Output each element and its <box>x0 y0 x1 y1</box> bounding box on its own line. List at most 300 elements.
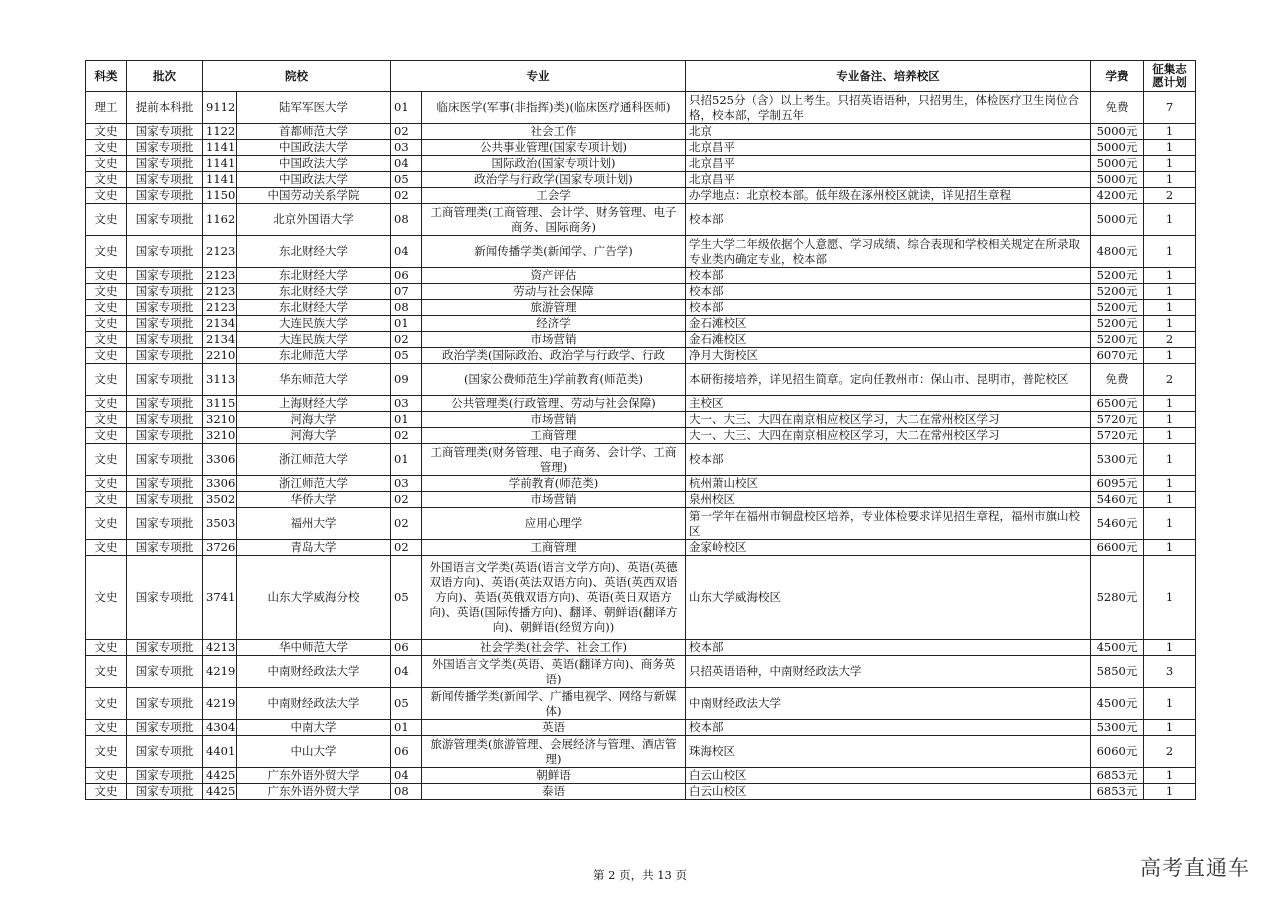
cell-major: 工会学 <box>422 188 686 204</box>
cell-kelei: 文史 <box>86 784 127 800</box>
cell-pici: 国家专项批 <box>127 396 203 412</box>
cell-major-code: 04 <box>391 156 422 172</box>
table-row <box>86 268 1196 284</box>
cell-note: 杭州萧山校区 <box>686 476 1091 492</box>
cell-major: 市场营销 <box>422 412 686 428</box>
table-row <box>86 428 1196 444</box>
cell-plan: 1 <box>1144 140 1196 156</box>
cell-fee: 5000元 <box>1091 204 1144 236</box>
cell-major: 旅游管理 <box>422 300 686 316</box>
cell-plan: 1 <box>1144 156 1196 172</box>
cell-fee: 6853元 <box>1091 768 1144 784</box>
admission-plan-table <box>85 60 1196 800</box>
cell-major-code: 04 <box>391 236 422 268</box>
cell-school-name: 中国劳动关系学院 <box>237 188 391 204</box>
cell-pici: 国家专项批 <box>127 412 203 428</box>
table-row <box>86 188 1196 204</box>
table-row <box>86 236 1196 268</box>
cell-major: 社会学类(社会学、社会工作) <box>422 640 686 656</box>
cell-major: 工商管理 <box>422 428 686 444</box>
cell-school-name: 华中师范大学 <box>237 640 391 656</box>
cell-kelei: 理工 <box>86 92 127 124</box>
cell-kelei: 文史 <box>86 124 127 140</box>
cell-fee: 5000元 <box>1091 172 1144 188</box>
cell-pici: 国家专项批 <box>127 492 203 508</box>
cell-fee: 5850元 <box>1091 656 1144 688</box>
cell-plan: 1 <box>1144 476 1196 492</box>
cell-note: 白云山校区 <box>686 784 1091 800</box>
cell-major-code: 04 <box>391 656 422 688</box>
cell-major-code: 04 <box>391 768 422 784</box>
cell-school-code: 4219 <box>203 656 237 688</box>
cell-school-code: 3306 <box>203 476 237 492</box>
cell-pici: 国家专项批 <box>127 268 203 284</box>
cell-pici: 国家专项批 <box>127 316 203 332</box>
cell-note: 山东大学威海校区 <box>686 556 1091 640</box>
cell-major-code: 01 <box>391 412 422 428</box>
cell-note: 金石滩校区 <box>686 316 1091 332</box>
table-row <box>86 640 1196 656</box>
cell-plan: 1 <box>1144 348 1196 364</box>
cell-major-code: 02 <box>391 188 422 204</box>
cell-school-code: 4425 <box>203 768 237 784</box>
cell-school-code: 1150 <box>203 188 237 204</box>
cell-pici: 国家专项批 <box>127 476 203 492</box>
cell-kelei: 文史 <box>86 268 127 284</box>
watermark: 高考直通车 <box>1140 856 1250 880</box>
cell-note: 校本部 <box>686 720 1091 736</box>
cell-fee: 5200元 <box>1091 300 1144 316</box>
cell-fee: 4200元 <box>1091 188 1144 204</box>
cell-plan: 1 <box>1144 284 1196 300</box>
cell-plan: 2 <box>1144 736 1196 768</box>
cell-plan: 1 <box>1144 540 1196 556</box>
cell-school-code: 3726 <box>203 540 237 556</box>
cell-pici: 国家专项批 <box>127 348 203 364</box>
cell-pici: 提前本科批 <box>127 92 203 124</box>
cell-note: 泉州校区 <box>686 492 1091 508</box>
cell-fee: 5280元 <box>1091 556 1144 640</box>
cell-plan: 1 <box>1144 428 1196 444</box>
cell-kelei: 文史 <box>86 444 127 476</box>
table-row <box>86 300 1196 316</box>
cell-major-code: 03 <box>391 140 422 156</box>
cell-school-code: 3741 <box>203 556 237 640</box>
cell-plan: 1 <box>1144 556 1196 640</box>
cell-major-code: 01 <box>391 720 422 736</box>
cell-note: 校本部 <box>686 640 1091 656</box>
cell-fee: 免费 <box>1091 364 1144 396</box>
cell-major-code: 02 <box>391 508 422 540</box>
cell-kelei: 文史 <box>86 396 127 412</box>
cell-major: (国家公费师范生)学前教育(师范类) <box>422 364 686 396</box>
cell-school-code: 4213 <box>203 640 237 656</box>
cell-note: 校本部 <box>686 284 1091 300</box>
cell-major-code: 02 <box>391 540 422 556</box>
cell-plan: 1 <box>1144 236 1196 268</box>
cell-major: 工商管理类(工商管理、会计学、财务管理、电子商务、国际商务) <box>422 204 686 236</box>
cell-school-name: 东北财经大学 <box>237 236 391 268</box>
cell-major: 学前教育(师范类) <box>422 476 686 492</box>
cell-school-name: 山东大学威海分校 <box>237 556 391 640</box>
table-row <box>86 284 1196 300</box>
cell-school-code: 3210 <box>203 428 237 444</box>
cell-school-name: 华东师范大学 <box>237 364 391 396</box>
cell-note: 大一、大三、大四在南京相应校区学习，大二在常州校区学习 <box>686 428 1091 444</box>
cell-school-code: 2123 <box>203 300 237 316</box>
cell-school-code: 4219 <box>203 688 237 720</box>
cell-fee: 4500元 <box>1091 688 1144 720</box>
cell-major: 朝鲜语 <box>422 768 686 784</box>
cell-major: 外国语言文学类(英语(语言文学方向)、英语(英德双语方向)、英语(英法双语方向)、英语(英西双语方向)、英语(英俄双语方向)、英语(英日双语方向)、英语(国际传播方向)、翻译、朝鲜语(翻译方向)、朝鲜语(经贸方向)) <box>422 556 686 640</box>
cell-plan: 2 <box>1144 332 1196 348</box>
cell-pici: 国家专项批 <box>127 784 203 800</box>
cell-note: 校本部 <box>686 300 1091 316</box>
cell-major: 资产评估 <box>422 268 686 284</box>
cell-school-name: 首都师范大学 <box>237 124 391 140</box>
cell-major-code: 05 <box>391 172 422 188</box>
cell-school-name: 河海大学 <box>237 428 391 444</box>
cell-plan: 3 <box>1144 656 1196 688</box>
cell-pici: 国家专项批 <box>127 140 203 156</box>
cell-school-name: 中南大学 <box>237 720 391 736</box>
cell-kelei: 文史 <box>86 428 127 444</box>
cell-fee: 4800元 <box>1091 236 1144 268</box>
cell-pici: 国家专项批 <box>127 332 203 348</box>
cell-school-code: 2134 <box>203 316 237 332</box>
cell-pici: 国家专项批 <box>127 156 203 172</box>
table-row <box>86 736 1196 768</box>
cell-major: 市场营销 <box>422 332 686 348</box>
cell-major-code: 09 <box>391 364 422 396</box>
cell-kelei: 文史 <box>86 720 127 736</box>
cell-major: 国际政治(国家专项计划) <box>422 156 686 172</box>
cell-note: 北京 <box>686 124 1091 140</box>
cell-school-code: 2123 <box>203 236 237 268</box>
cell-major-code: 02 <box>391 492 422 508</box>
cell-note: 白云山校区 <box>686 768 1091 784</box>
cell-kelei: 文史 <box>86 204 127 236</box>
table-row <box>86 444 1196 476</box>
cell-school-name: 福州大学 <box>237 508 391 540</box>
cell-kelei: 文史 <box>86 140 127 156</box>
cell-school-code: 4304 <box>203 720 237 736</box>
cell-school-code: 3210 <box>203 412 237 428</box>
cell-pici: 国家专项批 <box>127 768 203 784</box>
header-xuefei: 学费 <box>1091 61 1144 92</box>
cell-school-name: 中南财经政法大学 <box>237 656 391 688</box>
cell-pici: 国家专项批 <box>127 508 203 540</box>
cell-fee: 6060元 <box>1091 736 1144 768</box>
cell-plan: 1 <box>1144 300 1196 316</box>
table-row <box>86 364 1196 396</box>
cell-kelei: 文史 <box>86 172 127 188</box>
cell-kelei: 文史 <box>86 656 127 688</box>
cell-pici: 国家专项批 <box>127 188 203 204</box>
cell-school-code: 1141 <box>203 172 237 188</box>
cell-school-name: 中国政法大学 <box>237 156 391 172</box>
cell-kelei: 文史 <box>86 316 127 332</box>
cell-major-code: 06 <box>391 268 422 284</box>
cell-major: 新闻传播学类(新闻学、广播电视学、网络与新媒体) <box>422 688 686 720</box>
cell-school-code: 4401 <box>203 736 237 768</box>
cell-kelei: 文史 <box>86 188 127 204</box>
cell-kelei: 文史 <box>86 688 127 720</box>
cell-school-name: 青岛大学 <box>237 540 391 556</box>
cell-plan: 7 <box>1144 92 1196 124</box>
cell-note: 学生大学二年级依据个人意愿、学习成绩、综合表现和学校相关规定在所录取专业类内确定专业，校本部 <box>686 236 1091 268</box>
cell-kelei: 文史 <box>86 412 127 428</box>
cell-fee: 5300元 <box>1091 720 1144 736</box>
cell-plan: 1 <box>1144 396 1196 412</box>
cell-pici: 国家专项批 <box>127 540 203 556</box>
cell-school-name: 浙江师范大学 <box>237 476 391 492</box>
cell-fee: 5720元 <box>1091 412 1144 428</box>
cell-school-code: 1141 <box>203 156 237 172</box>
cell-major: 应用心理学 <box>422 508 686 540</box>
cell-plan: 1 <box>1144 784 1196 800</box>
cell-fee: 5200元 <box>1091 316 1144 332</box>
header-pici: 批次 <box>127 61 203 92</box>
cell-major: 公共事业管理(国家专项计划) <box>422 140 686 156</box>
cell-major: 新闻传播学类(新闻学、广告学) <box>422 236 686 268</box>
cell-fee: 5200元 <box>1091 268 1144 284</box>
cell-note: 校本部 <box>686 268 1091 284</box>
cell-major: 外国语言文学类(英语、英语(翻译方向)、商务英语) <box>422 656 686 688</box>
cell-school-name: 华侨大学 <box>237 492 391 508</box>
cell-major-code: 05 <box>391 556 422 640</box>
cell-school-code: 9112 <box>203 92 237 124</box>
cell-major: 经济学 <box>422 316 686 332</box>
cell-school-code: 1141 <box>203 140 237 156</box>
cell-kelei: 文史 <box>86 236 127 268</box>
cell-note: 主校区 <box>686 396 1091 412</box>
cell-school-name: 中山大学 <box>237 736 391 768</box>
cell-major: 工商管理类(财务管理、电子商务、会计学、工商管理) <box>422 444 686 476</box>
cell-pici: 国家专项批 <box>127 656 203 688</box>
cell-pici: 国家专项批 <box>127 688 203 720</box>
cell-note: 净月大街校区 <box>686 348 1091 364</box>
table-row <box>86 556 1196 640</box>
table-row <box>86 140 1196 156</box>
cell-pici: 国家专项批 <box>127 640 203 656</box>
cell-major: 社会工作 <box>422 124 686 140</box>
cell-major: 临床医学(军事(非指挥)类)(临床医疗通科医师) <box>422 92 686 124</box>
cell-pici: 国家专项批 <box>127 300 203 316</box>
cell-pici: 国家专项批 <box>127 444 203 476</box>
cell-note: 第一学年在福州市铜盘校区培养，专业体检要求详见招生章程，福州市旗山校区 <box>686 508 1091 540</box>
cell-school-name: 广东外语外贸大学 <box>237 784 391 800</box>
cell-major-code: 03 <box>391 396 422 412</box>
cell-fee: 5720元 <box>1091 428 1144 444</box>
cell-school-code: 4425 <box>203 784 237 800</box>
header-kelei: 科类 <box>86 61 127 92</box>
cell-note: 金石滩校区 <box>686 332 1091 348</box>
cell-plan: 1 <box>1144 316 1196 332</box>
cell-school-code: 1122 <box>203 124 237 140</box>
cell-school-name: 中南财经政法大学 <box>237 688 391 720</box>
table-row <box>86 656 1196 688</box>
table-row <box>86 124 1196 140</box>
cell-major: 工商管理 <box>422 540 686 556</box>
cell-school-name: 大连民族大学 <box>237 316 391 332</box>
cell-kelei: 文史 <box>86 476 127 492</box>
cell-kelei: 文史 <box>86 540 127 556</box>
cell-pici: 国家专项批 <box>127 720 203 736</box>
cell-school-code: 2210 <box>203 348 237 364</box>
cell-school-name: 中国政法大学 <box>237 172 391 188</box>
cell-pici: 国家专项批 <box>127 736 203 768</box>
cell-school-name: 北京外国语大学 <box>237 204 391 236</box>
cell-kelei: 文史 <box>86 348 127 364</box>
cell-plan: 2 <box>1144 188 1196 204</box>
cell-school-name: 广东外语外贸大学 <box>237 768 391 784</box>
cell-school-code: 3115 <box>203 396 237 412</box>
cell-note: 大一、大三、大四在南京相应校区学习，大二在常州校区学习 <box>686 412 1091 428</box>
cell-kelei: 文史 <box>86 640 127 656</box>
cell-plan: 1 <box>1144 444 1196 476</box>
cell-school-name: 东北财经大学 <box>237 300 391 316</box>
cell-plan: 1 <box>1144 688 1196 720</box>
cell-major-code: 03 <box>391 476 422 492</box>
cell-school-code: 3502 <box>203 492 237 508</box>
cell-note: 中南财经政法大学 <box>686 688 1091 720</box>
cell-pici: 国家专项批 <box>127 124 203 140</box>
cell-major-code: 01 <box>391 444 422 476</box>
cell-kelei: 文史 <box>86 736 127 768</box>
cell-note: 北京昌平 <box>686 172 1091 188</box>
cell-major-code: 05 <box>391 688 422 720</box>
table-row <box>86 720 1196 736</box>
cell-school-name: 上海财经大学 <box>237 396 391 412</box>
table-row <box>86 540 1196 556</box>
table-row <box>86 316 1196 332</box>
cell-major-code: 08 <box>391 784 422 800</box>
cell-kelei: 文史 <box>86 556 127 640</box>
cell-plan: 1 <box>1144 720 1196 736</box>
cell-kelei: 文史 <box>86 332 127 348</box>
cell-note: 北京昌平 <box>686 140 1091 156</box>
cell-note: 只招525分（含）以上考生。只招英语语种，只招男生，体检医疗卫生岗位合格，校本部，学制五年 <box>686 92 1091 124</box>
cell-plan: 2 <box>1144 364 1196 396</box>
cell-major-code: 01 <box>391 92 422 124</box>
cell-major-code: 07 <box>391 284 422 300</box>
table-row <box>86 348 1196 364</box>
cell-major: 劳动与社会保障 <box>422 284 686 300</box>
cell-major: 市场营销 <box>422 492 686 508</box>
cell-major-code: 06 <box>391 736 422 768</box>
cell-fee: 5000元 <box>1091 156 1144 172</box>
cell-kelei: 文史 <box>86 364 127 396</box>
cell-note: 珠海校区 <box>686 736 1091 768</box>
cell-pici: 国家专项批 <box>127 204 203 236</box>
cell-kelei: 文史 <box>86 768 127 784</box>
cell-fee: 5200元 <box>1091 284 1144 300</box>
cell-kelei: 文史 <box>86 492 127 508</box>
cell-major-code: 08 <box>391 300 422 316</box>
table-row <box>86 492 1196 508</box>
cell-school-name: 大连民族大学 <box>237 332 391 348</box>
header-beizhu: 专业备注、培养校区 <box>686 61 1091 92</box>
cell-fee: 6500元 <box>1091 396 1144 412</box>
cell-pici: 国家专项批 <box>127 428 203 444</box>
cell-school-name: 东北师范大学 <box>237 348 391 364</box>
cell-major-code: 01 <box>391 316 422 332</box>
cell-plan: 1 <box>1144 172 1196 188</box>
cell-note: 金家岭校区 <box>686 540 1091 556</box>
cell-fee: 6853元 <box>1091 784 1144 800</box>
cell-major-code: 02 <box>391 428 422 444</box>
table-row <box>86 396 1196 412</box>
header-zhuanye: 专业 <box>391 61 686 92</box>
table-row <box>86 332 1196 348</box>
cell-pici: 国家专项批 <box>127 172 203 188</box>
table-row <box>86 768 1196 784</box>
table-row <box>86 412 1196 428</box>
cell-major-code: 08 <box>391 204 422 236</box>
cell-plan: 1 <box>1144 640 1196 656</box>
cell-plan: 1 <box>1144 508 1196 540</box>
cell-plan: 1 <box>1144 268 1196 284</box>
table-row <box>86 476 1196 492</box>
cell-note: 办学地点：北京校本部。低年级在涿州校区就读，详见招生章程 <box>686 188 1091 204</box>
cell-school-code: 3306 <box>203 444 237 476</box>
cell-school-code: 1162 <box>203 204 237 236</box>
table-row <box>86 172 1196 188</box>
cell-school-code: 2134 <box>203 332 237 348</box>
table-row <box>86 508 1196 540</box>
cell-plan: 1 <box>1144 204 1196 236</box>
cell-fee: 5000元 <box>1091 140 1144 156</box>
cell-school-code: 3113 <box>203 364 237 396</box>
cell-plan: 1 <box>1144 492 1196 508</box>
cell-kelei: 文史 <box>86 284 127 300</box>
cell-school-name: 陆军军医大学 <box>237 92 391 124</box>
cell-school-code: 2123 <box>203 284 237 300</box>
cell-fee: 免费 <box>1091 92 1144 124</box>
cell-school-code: 2123 <box>203 268 237 284</box>
table-row <box>86 204 1196 236</box>
cell-fee: 4500元 <box>1091 640 1144 656</box>
cell-school-name: 东北财经大学 <box>237 284 391 300</box>
page-number: 第 2 页，共 13 页 <box>592 868 688 882</box>
cell-note: 北京昌平 <box>686 156 1091 172</box>
header-yuanxiao: 院校 <box>203 61 391 92</box>
cell-plan: 1 <box>1144 412 1196 428</box>
table-row <box>86 784 1196 800</box>
cell-major-code: 02 <box>391 332 422 348</box>
cell-major: 政治学与行政学(国家专项计划) <box>422 172 686 188</box>
cell-fee: 5460元 <box>1091 508 1144 540</box>
cell-school-name: 浙江师范大学 <box>237 444 391 476</box>
table-row <box>86 156 1196 172</box>
cell-note: 只招英语语种，中南财经政法大学 <box>686 656 1091 688</box>
cell-major-code: 06 <box>391 640 422 656</box>
table-row <box>86 92 1196 124</box>
cell-fee: 5200元 <box>1091 332 1144 348</box>
cell-major: 公共管理类(行政管理、劳动与社会保障) <box>422 396 686 412</box>
cell-note: 校本部 <box>686 444 1091 476</box>
cell-major: 泰语 <box>422 784 686 800</box>
cell-kelei: 文史 <box>86 300 127 316</box>
cell-major: 旅游管理类(旅游管理、会展经济与管理、酒店管理) <box>422 736 686 768</box>
header-jihua: 征集志愿计划 <box>1144 61 1196 92</box>
cell-fee: 6070元 <box>1091 348 1144 364</box>
cell-school-name: 河海大学 <box>237 412 391 428</box>
cell-fee: 5300元 <box>1091 444 1144 476</box>
cell-pici: 国家专项批 <box>127 284 203 300</box>
cell-note: 本研衔接培养，详见招生简章。定向任教州市：保山市、昆明市，普陀校区 <box>686 364 1091 396</box>
